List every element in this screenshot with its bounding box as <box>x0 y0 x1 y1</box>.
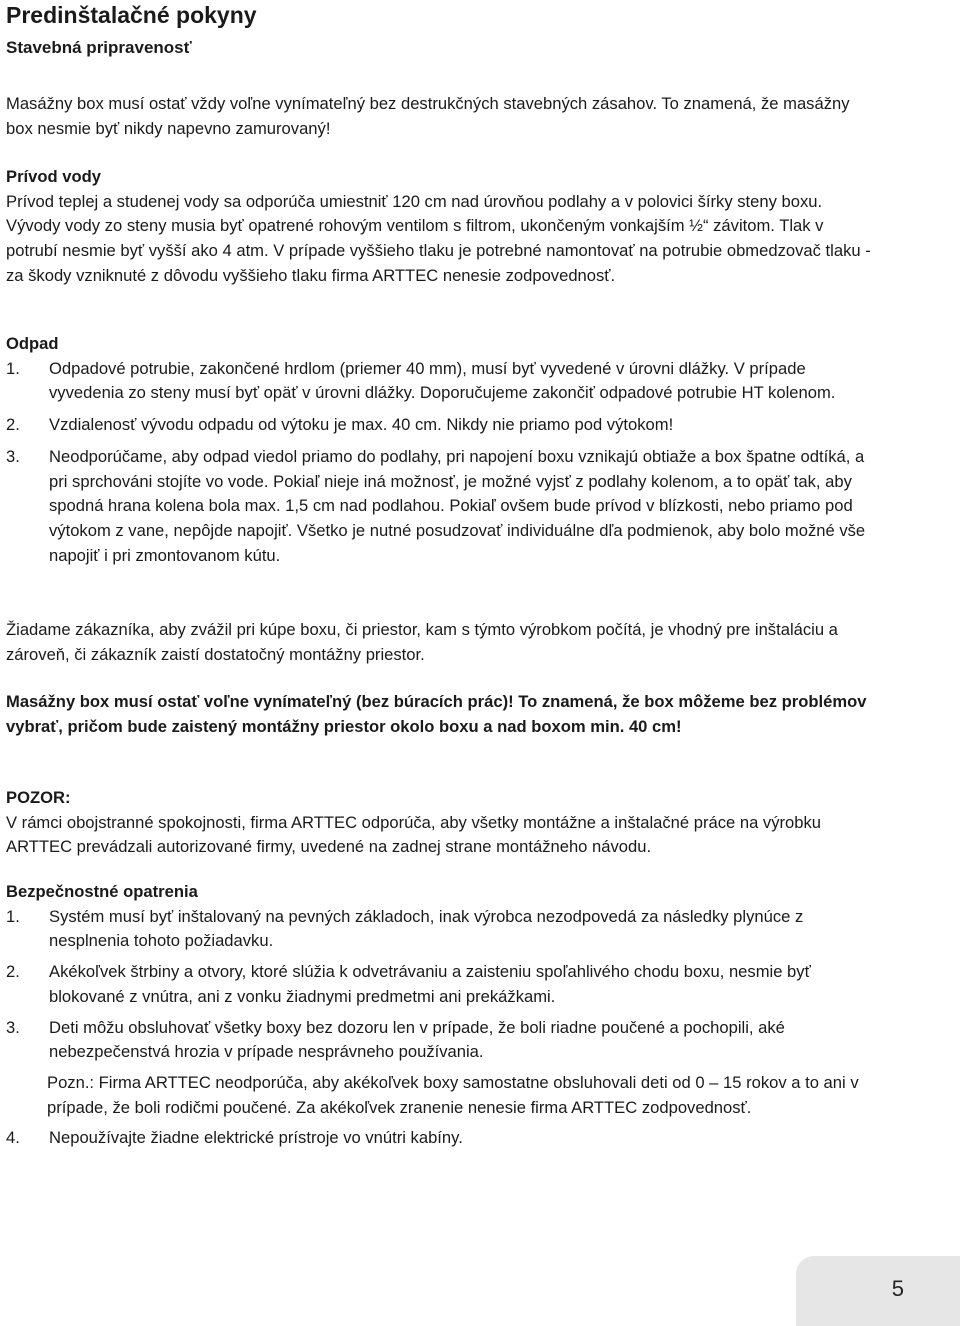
list-item <box>6 1126 872 1151</box>
odpad-list <box>6 357 872 569</box>
list-item-text: Deti môžu obsluhovať všetky boxy bez dozoru len v prípade, že boli riadne poučené a pochopili, aké nebezpečenstvá hrozia v prípade nesprávneho používania. <box>49 1017 785 1062</box>
list-item-number: 3. <box>6 446 20 466</box>
list-item <box>6 905 872 954</box>
section-odpad <box>6 332 872 568</box>
bezpecnost-list <box>6 905 872 1151</box>
stavebna-heading: Stavebná pripravenosť <box>6 38 192 57</box>
section-pozor <box>6 786 872 860</box>
list-item-text: Neodporúčame, aby odpad viedol priamo do podlahy, pri napojení boxu vznikajú obtiaže a box špatne odtíká, a pri sprchováni stojíte vo vode. Pokiaľ nieje iná možnosť, je možné vyjsť z podlahy kolenom, a to opäť tak, aby spodná hrana kolena bola max. 1,5 cm nad podlahou. Pokiaľ ovšem bude prívod v blízkosti, nebo priamo pod výtokom z vane, nepôjde napojiť. Všetko je nutné posudzovať individuálne dľa podmienok, aby bolo možné vše napojiť i pri zmontovanom kútu. <box>49 446 866 565</box>
pozor-heading: POZOR: <box>6 788 71 807</box>
page-title: Predinštalačné pokyny <box>6 2 257 28</box>
odpad-heading: Odpad <box>6 334 59 353</box>
list-item-text: Nepoužívajte žiadne elektrické prístroje vo vnútri kabíny. <box>49 1128 463 1148</box>
list-item-number: 4. <box>6 1128 20 1148</box>
section-stavebna <box>6 36 872 61</box>
page-number: 5 <box>891 1276 904 1301</box>
list-item-text: Odpadové potrubie, zakončené hrdlom (priemer 40 mm), musí byť vyvedené v úrovni dlážky. V prípade vyvedenia zo steny musí byť opäť v úrovni dlážky. Doporučujeme zakončiť odpadové potrubie HT kolenom. <box>49 358 836 403</box>
bold-note: Masážny box musí ostať voľne vynímateľný (bez búracích prác)! To znamená, že box môžeme bez problémov vybrať, pričom bude zaistený montážny priestor okolo boxu a nad boxom min. 40 cm! <box>6 692 867 736</box>
list-item-text: Systém musí byť inštalovaný na pevných základoch, inak výrobca nezodpovedá za následky plynúce z nesplnenia tohoto požiadavku. <box>49 906 804 951</box>
section-bezpecnost <box>6 880 872 1151</box>
page-number-tab <box>796 1256 960 1326</box>
list-item-number: 2. <box>6 962 20 982</box>
list-item-number: 2. <box>6 415 20 435</box>
section-privod <box>6 165 872 289</box>
list-item <box>6 357 872 406</box>
list-item <box>6 413 872 438</box>
bezpecnost-heading: Bezpečnostné opatrenia <box>6 882 198 901</box>
pozor-text: V rámci obojstranné spokojnosti, firma ARTTEC odporúča, aby všetky montážne a inštalačné práce na výrobku ARTTEC prevádzali autorizované firmy, uvedené na zadnej strane montážneho návodu. <box>6 812 822 857</box>
stavebna-text: Masážny box musí ostať vždy voľne vynímateľný bez destrukčných stavebných zásahov. To znamená, že masážny box nesmie byť nikdy napevno zamurovaný! <box>6 94 850 138</box>
list-item-text: Akékoľvek štrbiny a otvory, ktoré slúžia k odvetrávaniu a zaisteniu spoľahlivého chodu boxu, nesmie byť blokované z vnútra, ani z vonku žiadnymi predmetmi ani prekážkami. <box>49 962 811 1006</box>
privod-text: Prívod teplej a studenej vody sa odporúča umiestniť 120 cm nad úrovňou podlahy a v polovici šírky steny boxu. Vývody vody zo steny musia byť opatrené rohovým ventilom s filtrom, ukončeným vonkajším ½“ závitom. Tlak v potrubí nesmie byť vyšší ako 4 atm. V prípade vyššieho tlaku je potrebné namontovať na potrubie obmedzovač tlaku - za škody vzniknuté z dôvodu vyššieho tlaku firma ARTTEC nenesie zodpovednosť. <box>6 191 871 285</box>
list-item <box>6 445 872 569</box>
list-item-number: 1. <box>6 906 20 926</box>
list-item-text: Vzdialenosť vývodu odpadu od výtoku je max. 40 cm. Nikdy nie priamo pod výtokom! <box>49 415 674 435</box>
ziadame-text: Žiadame zákazníka, aby zvážil pri kúpe boxu, či priestor, kam s týmto výrobkom počítá, je vhodný pre inštaláciu a zároveň, či zákazník zaistí dostatočný montážny priestor. <box>6 620 838 664</box>
list-item-number: 3. <box>6 1017 20 1037</box>
list-item <box>6 960 872 1009</box>
list-item-number: 1. <box>6 358 20 378</box>
pozn-note: Pozn.: Firma ARTTEC neodporúča, aby akékoľvek boxy samostatne obsluhovali deti od 0 – 15 rokov a to ani v prípade, že boli rodičmi poučené. Za akékoľvek zranenie nenesie firma ARTTEC zodpovednosť. <box>47 1072 859 1117</box>
privod-heading: Prívod vody <box>6 167 101 186</box>
list-item <box>6 1016 872 1065</box>
